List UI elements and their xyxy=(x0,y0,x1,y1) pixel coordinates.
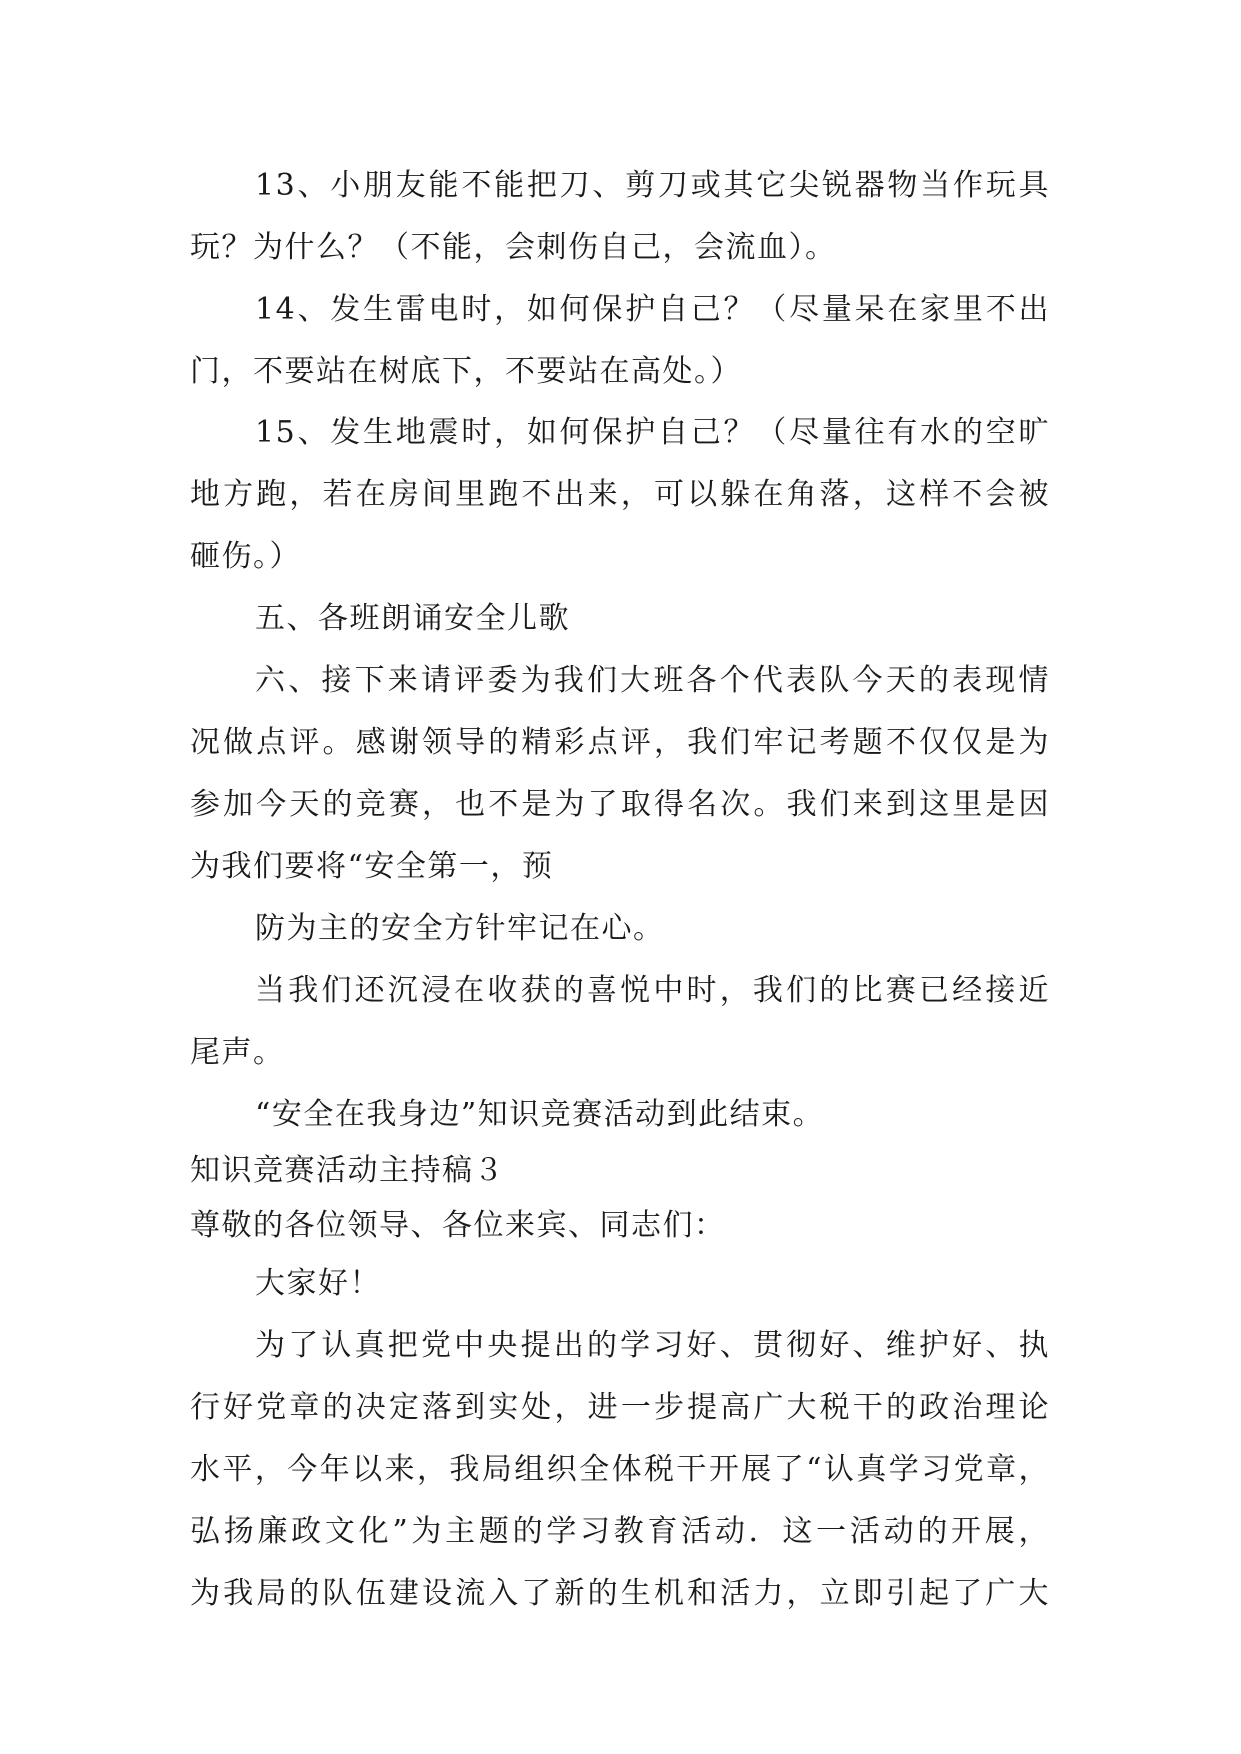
paragraph-line: 弘扬廉政文化”为主题的学习教育活动．这一活动的开展， xyxy=(190,1514,1050,1549)
paragraph-line: 况做点评。感谢领导的精彩点评，我们牢记考题不仅仅是为 xyxy=(190,725,1050,760)
paragraph-line: 行好党章的决定落到实处，进一步提高广大税干的政治理论 xyxy=(190,1390,1050,1425)
paragraph-line: 门，不要站在树底下，不要站在高处。） xyxy=(190,354,742,389)
paragraph-line: 六、接下来请评委为我们大班各个代表队今天的表现情 xyxy=(255,663,1050,698)
paragraph-line: 14、发生雷电时，如何保护自己？（尽量呆在家里不出 xyxy=(255,292,1050,327)
paragraph-line: 为了认真把党中央提出的学习好、贯彻好、维护好、执 xyxy=(255,1328,1050,1363)
paragraph-line: 当我们还沉浸在收获的喜悦中时，我们的比赛已经接近 xyxy=(255,973,1050,1008)
document-title: 知识竞赛活动主持稿３ xyxy=(190,1153,505,1188)
paragraph-line: 防为主的安全方针牢记在心。 xyxy=(255,911,665,946)
paragraph-line: 地方跑，若在房间里跑不出来，可以躲在角落，这样不会被 xyxy=(190,477,1050,512)
paragraph-line: 参加今天的竞赛，也不是为了取得名次。我们来到这里是因 xyxy=(190,787,1050,822)
section-heading: 五、各班朗诵安全儿歌 xyxy=(255,601,570,636)
paragraph-line: 砸伤。） xyxy=(190,539,301,574)
paragraph-line: 水平，今年以来，我局组织全体税干开展了“认真学习党章， xyxy=(190,1452,1050,1487)
paragraph-line: 为我们要将“安全第一，预 xyxy=(190,849,554,884)
paragraph-line: 15、发生地震时，如何保护自己？（尽量往有水的空旷 xyxy=(255,415,1050,450)
paragraph-line: 玩？为什么？（不能，会刺伤自己，会流血）。 xyxy=(190,230,837,265)
paragraph-line: “安全在我身边”知识竞赛活动到此结束。 xyxy=(255,1097,825,1132)
paragraph-line: 13、小朋友能不能把刀、剪刀或其它尖锐器物当作玩具 xyxy=(255,168,1050,203)
greeting: 大家好！ xyxy=(255,1266,381,1301)
paragraph-line: 尾声。 xyxy=(190,1035,285,1070)
paragraph-line: 为我局的队伍建设流入了新的生机和活力，立即引起了广大 xyxy=(190,1576,1050,1611)
salutation: 尊敬的各位领导、各位来宾、同志们： xyxy=(190,1208,726,1243)
